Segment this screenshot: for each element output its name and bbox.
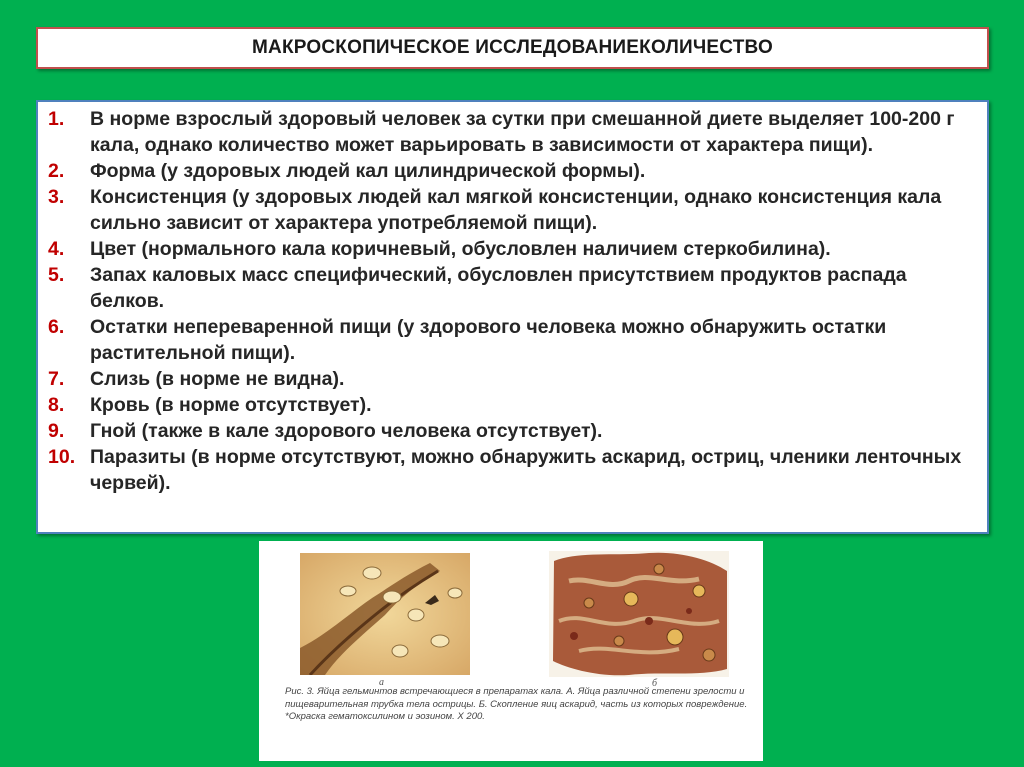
numbered-list xyxy=(48,106,977,496)
item-text: Консистенция (у здоровых людей кал мягкой консистенции, однако консистенция кала сильно зависит от характера употребляемой пищи). xyxy=(90,186,942,234)
list-item xyxy=(48,418,977,444)
slide-title: МАКРОСКОПИЧЕСКОЕ ИССЛЕДОВАНИЕКОЛИЧЕСТВО xyxy=(252,37,773,58)
list-item xyxy=(48,236,977,262)
item-text: В норме взрослый здоровый человек за сутки при смешанной диете выделяет 100-200 г кала, однако количество может варьировать в зависимости от характера пищи). xyxy=(90,108,955,156)
list-item xyxy=(48,314,977,366)
list-item xyxy=(48,262,977,314)
figure-caption xyxy=(285,686,755,724)
item-number: 2. xyxy=(48,160,65,182)
item-text: Слизь (в норме не видна). xyxy=(90,368,345,390)
list-item xyxy=(48,444,977,496)
item-number: 4. xyxy=(48,238,65,260)
item-number: 7. xyxy=(48,368,65,390)
item-text: Форма (у здоровых людей кал цилиндрической формы). xyxy=(90,160,646,182)
item-text: Кровь (в норме отсутствует). xyxy=(90,394,372,416)
item-number: 10. xyxy=(48,446,76,468)
micrograph-b-image xyxy=(549,551,729,677)
micrograph-a-image xyxy=(300,553,470,675)
list-item xyxy=(48,106,977,158)
figure-label-b: б xyxy=(652,678,658,689)
item-text: Запах каловых масс специфический, обусловлен присутствием продуктов распада белков. xyxy=(90,264,907,312)
item-text: Цвет (нормального кала коричневый, обусловлен наличием стеркобилина). xyxy=(90,238,831,260)
content-list-box xyxy=(36,100,989,534)
figure-label-a: а xyxy=(379,677,384,688)
micrograph-figure xyxy=(259,541,763,761)
slide-title-box xyxy=(36,27,989,69)
item-number: 1. xyxy=(48,108,65,130)
item-text: Остатки непереваренной пищи (у здорового человека можно обнаружить остатки растительной пищи). xyxy=(90,316,887,364)
item-text: Паразиты (в норме отсутствуют, можно обнаружить аскарид, остриц, членики ленточных червей). xyxy=(90,446,962,494)
item-number: 3. xyxy=(48,186,65,208)
item-number: 9. xyxy=(48,420,65,442)
item-number: 6. xyxy=(48,316,65,338)
list-item xyxy=(48,184,977,236)
list-item xyxy=(48,392,977,418)
item-number: 8. xyxy=(48,394,65,416)
caption-stain-note: *Окраска гематоксилином и эозином. Х 200. xyxy=(285,711,485,722)
caption-main-text: Рис. 3. Яйца гельминтов встречающиеся в препаратах кала. А. Яйца различной степени зрелости и пищеварительная трубка тела острицы. Б. Скопление яиц аскарид, часть из которых повреждение. xyxy=(285,686,748,710)
list-item xyxy=(48,158,977,184)
list-item xyxy=(48,366,977,392)
item-number: 5. xyxy=(48,264,65,286)
item-text: Гной (также в кале здорового человека отсутствует). xyxy=(90,420,603,442)
